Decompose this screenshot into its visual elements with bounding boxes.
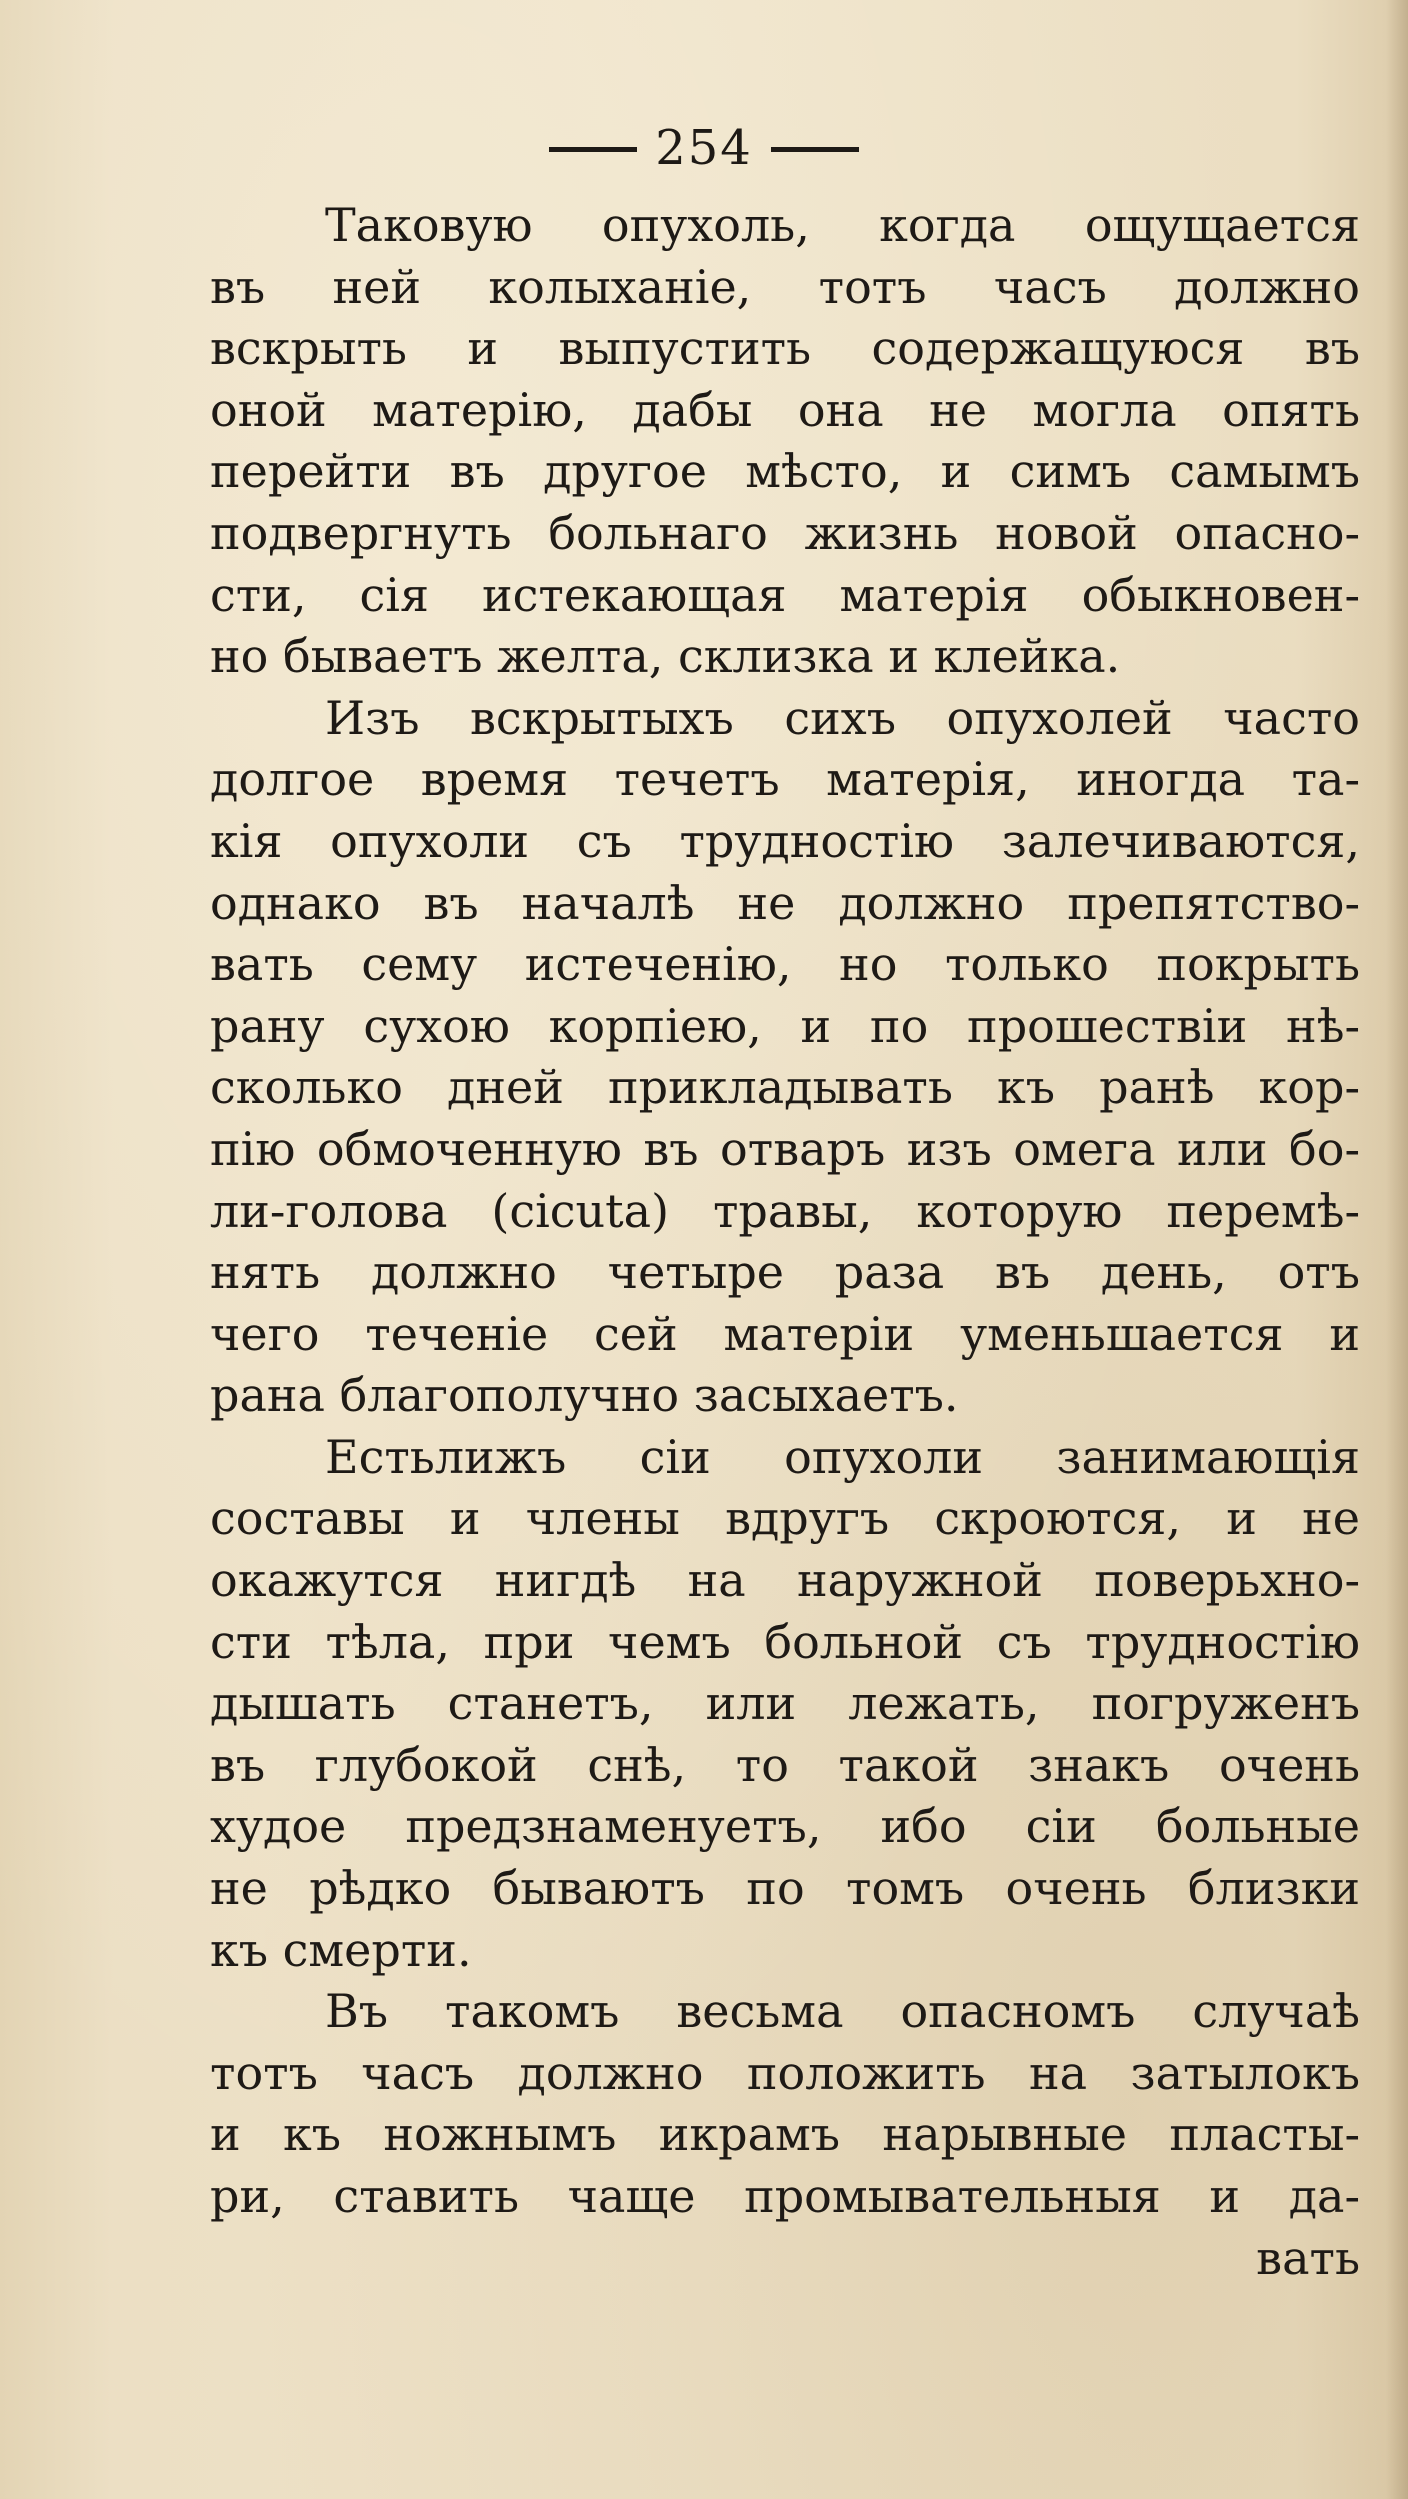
text-line-paragraph-start: Таковую опухоль, когда ощущается (325, 198, 1360, 252)
text-line: сколько дней прикладывать къ ранѣ кор- (210, 1060, 1360, 1115)
text-line: ли-голова (cicuta) травы, которую перемѣ- (210, 1183, 1360, 1238)
page-number: 254 (655, 120, 753, 176)
text-line: нять должно четыре раза въ день, отъ (210, 1245, 1360, 1300)
text-line: окажутся нигдѣ на наружной поверьхно- (210, 1553, 1360, 1608)
left-dash (549, 147, 637, 152)
page-edge-shadow (1386, 0, 1408, 2499)
text-line: оной матерію, дабы она не могла опять (210, 382, 1360, 437)
text-line: и къ ножнымъ икрамъ нарывные пласты- (210, 2107, 1360, 2162)
text-line: чего теченіе сей матеріи уменьшается и (210, 1306, 1360, 1361)
text-line-paragraph-start: Въ такомъ весьма опасномъ случаѣ (325, 1984, 1360, 2039)
text-line: составы и члены вдругъ скроются, и не (210, 1491, 1360, 1546)
text-line: въ глубокой снѣ, то такой знакъ очень (210, 1737, 1360, 1792)
text-line: сти, сія истекающая матерія обыкновен- (210, 567, 1360, 622)
page-number-header (0, 118, 1408, 178)
body-text (210, 195, 1360, 2289)
right-dash (771, 147, 859, 152)
text-line: долгое время течетъ матерія, иногда та- (210, 752, 1360, 807)
text-line-paragraph-start: Естьлижъ сіи опухоли занимающія (325, 1429, 1360, 1484)
text-line: дышать станетъ, или лежать, погруженъ (210, 1676, 1360, 1731)
text-line: вскрыть и выпустить содержащуюся въ (210, 321, 1360, 376)
text-line-paragraph-end: къ смерти. (210, 1922, 472, 1977)
text-line: подвергнуть больнаго жизнь новой опасно- (210, 505, 1360, 560)
text-line: въ ней колыханіе, тотъ часъ должно (210, 259, 1360, 314)
text-line: худое предзнаменуетъ, ибо сіи больные (210, 1799, 1360, 1854)
text-line: сти тѣла, при чемъ больной съ трудностію (210, 1614, 1360, 1669)
text-line-paragraph-end: рана благополучно засыхаетъ. (210, 1368, 959, 1423)
text-line: вать сему истеченію, но только покрыть (210, 937, 1360, 992)
text-line: кія опухоли съ трудностію залечиваются, (210, 813, 1360, 868)
text-line-paragraph-start: Изъ вскрытыхъ сихъ опухолей часто (325, 690, 1360, 745)
catchword: вать (1256, 2230, 1360, 2285)
text-line-paragraph-end: но бываетъ желта, склизка и клейка. (210, 629, 1121, 684)
text-line: не рѣдко бываютъ по томъ очень близки (210, 1861, 1360, 1916)
text-line: тотъ часъ должно положить на затылокъ (210, 2045, 1360, 2100)
text-line: пію обмоченную въ отваръ изъ омега или бо- (210, 1121, 1360, 1176)
text-line: ри, ставить чаще промывательныя и да- (210, 2169, 1360, 2223)
text-line: перейти въ другое мѣсто, и симъ самымъ (210, 444, 1360, 499)
text-line: однако въ началѣ не должно препятство- (210, 875, 1360, 930)
text-line: рану сухою корпіею, и по прошествіи нѣ- (210, 998, 1360, 1053)
